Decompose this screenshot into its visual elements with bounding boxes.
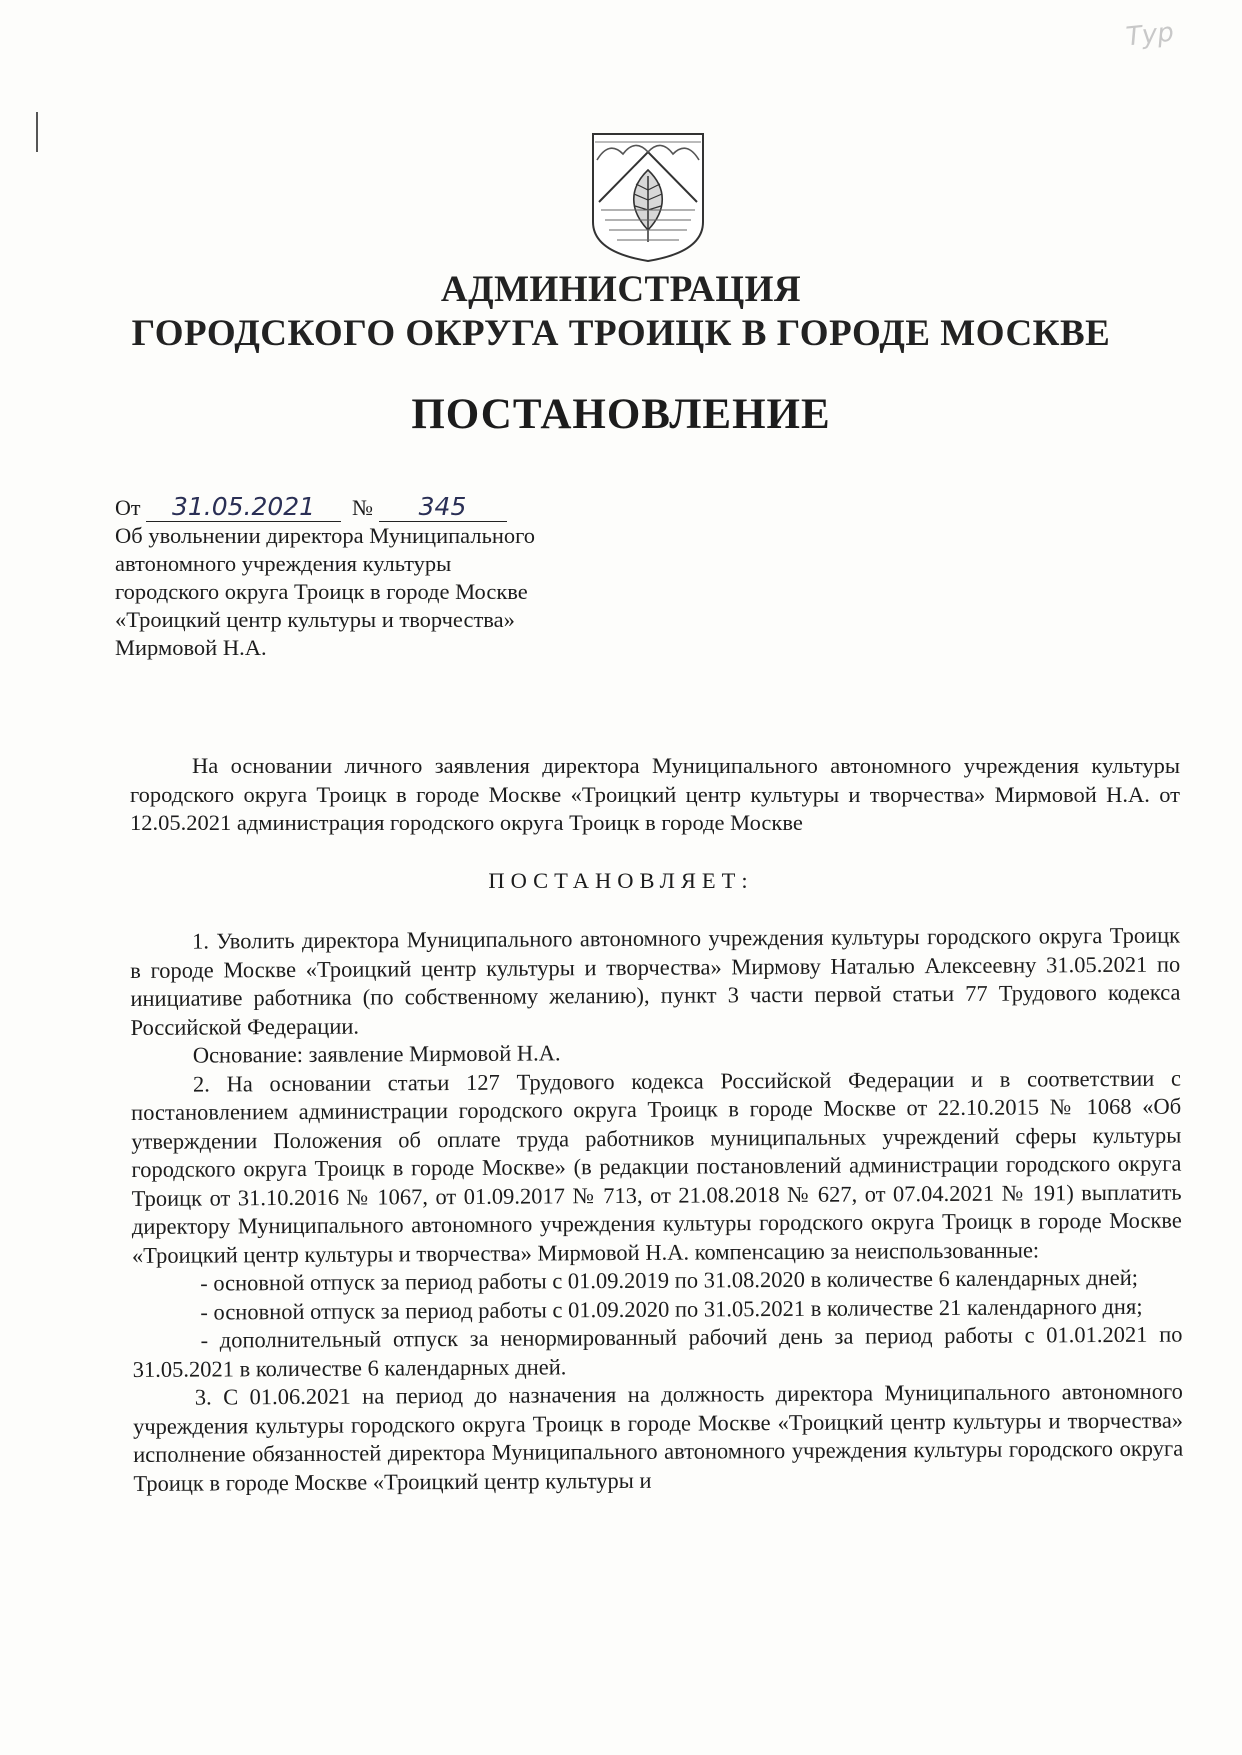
item-2-subitem: - основной отпуск за период работы с 01.09.2020 по 31.05.2021 в количестве 21 календарного дня;	[200, 1293, 1143, 1325]
margin-mark	[36, 112, 38, 152]
organization-title-line2: ГОРОДСКОГО ОКРУГА ТРОИЦК В ГОРОДЕ МОСКВЕ	[131, 313, 1111, 354]
date-label: От	[115, 495, 141, 520]
handwritten-number: 345	[379, 492, 507, 522]
organization-title-line1: АДМИНИСТРАЦИЯ	[440, 269, 802, 310]
document-type-heading: ПОСТАНОВЛЕНИЕ	[411, 391, 831, 438]
subject-line: Об увольнении директора Муниципального	[115, 523, 536, 548]
item-1: 1. Уволить директора Муниципального автономного учреждения культуры городского округа Троицк в городе Москве «Троицкий центр культуры и творчества» Мирмову Наталью Алексеевну 31.05.2021 по инициативе работника (по собственному желанию), пункт 3 части первой статьи 77 Трудового кодекса Российской Федерации.	[130, 922, 1181, 1040]
item-2-subitem: - основной отпуск за период работы с 01.09.2019 по 31.08.2020 в количестве 6 календарных дней;	[200, 1264, 1139, 1296]
handwritten-corner-note: Тур	[1124, 17, 1176, 53]
item-2: 2. На основании статьи 127 Трудового кодекса Российской Федерации и в соответствии с постановлением администрации городского округа Троицк в городе Москве от 22.10.2015 № 1068 «Об утверждении Положения об оплате труда работников муниципальных учреждений сферы культуры городского округа Троицк в городе Москве» (в редакции постановлений администрации городского округа Троицк от 31.10.2016 № 1067, от 01.09.2017 № 713, от 21.08.2018 № 627, от 07.04.2021 № 191) выплатить директору Муниципального автономного учреждения культуры городского округа Троицк в городе Москве «Троицкий центр культуры и творчества» Мирмовой Н.А. компенсацию за неиспользованные:	[131, 1065, 1182, 1268]
item-3: 3. С 01.06.2021 на период до назначения на должность директора Муниципального автономного учреждения культуры городского округа Троицк в городе Москве «Троицкий центр культуры и творчества» исполнение обязанностей директора Муниципального автономного учреждения культуры городского округа Троицк в городе Москве «Троицкий центр культуры и	[132, 1378, 1184, 1496]
preamble-text: На основании личного заявления директора Муниципального автономного учреждения культуры городского округа Троицк в городе Москве «Троицкий центр культуры и творчества» Мирмовой Н.А. от 12.05.2021 администрация городского округа Троицк в городе Москве	[130, 753, 1180, 835]
item-2-subitem: - дополнительный отпуск за ненормированный рабочий день за период работы с 01.01.2021 по 31.05.2021 в количестве 6 календарных дней.	[132, 1321, 1183, 1382]
subject-line: городского округа Троицк в городе Москве	[115, 579, 528, 604]
subject-line: «Троицкий центр культуры и творчества»	[115, 607, 515, 632]
handwritten-date: 31.05.2021	[146, 492, 341, 522]
coat-of-arms-icon	[589, 130, 707, 264]
resolution-items	[130, 922, 1183, 1498]
subject-line: Мирмовой Н.А.	[115, 635, 267, 660]
date-number-line	[115, 492, 507, 522]
subject-block	[115, 522, 595, 662]
item-1-basis: Основание: заявление Мирмовой Н.А.	[192, 1040, 561, 1068]
subject-line: автономного учреждения культуры	[115, 551, 452, 576]
resolve-heading: ПОСТАНОВЛЯЕТ:	[488, 868, 754, 893]
preamble-paragraph	[130, 752, 1180, 838]
number-label: №	[352, 495, 374, 520]
